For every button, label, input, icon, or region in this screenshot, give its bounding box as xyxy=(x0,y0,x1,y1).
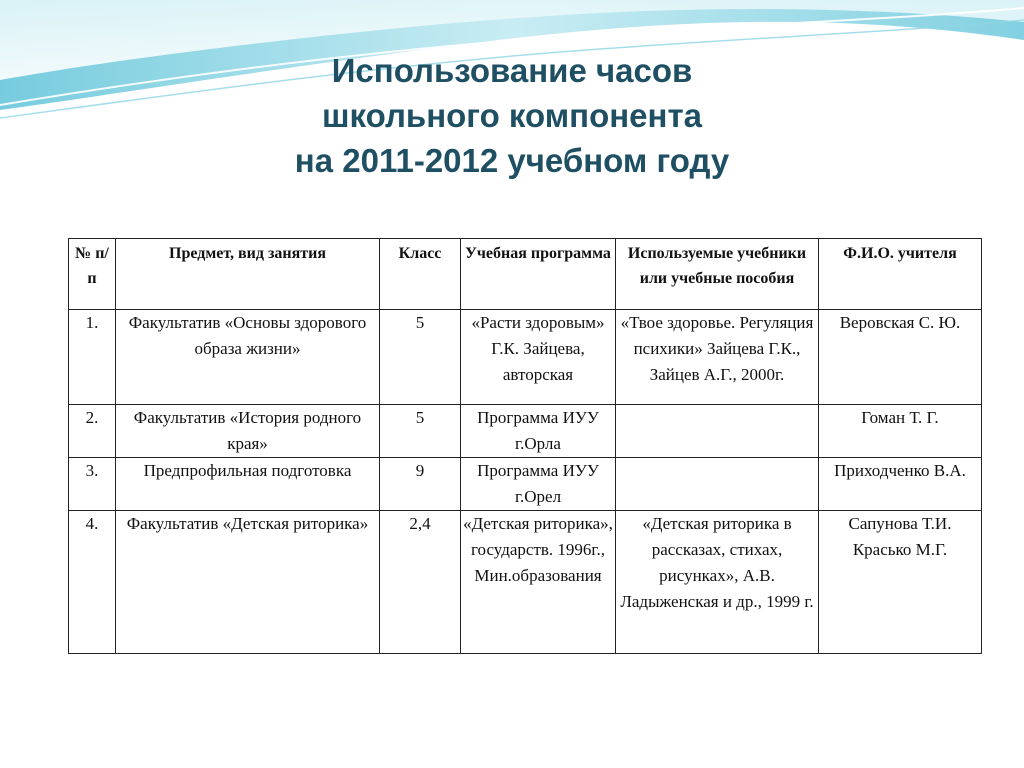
title-line-1: Использование часов xyxy=(331,52,693,89)
page-title xyxy=(0,48,1024,183)
row-num: 2. xyxy=(69,405,116,458)
header-num: № п/п xyxy=(69,239,116,310)
row-grade: 2,4 xyxy=(380,511,461,654)
table-row xyxy=(69,310,982,405)
row-program: «Расти здоровым» Г.К. Зайцева, авторская xyxy=(461,310,616,405)
row-program: Программа ИУУ г.Орел xyxy=(461,458,616,511)
title-line-3: на 2011-2012 учебном году xyxy=(294,142,730,179)
row-subject: Факультатив «Детская риторика» xyxy=(116,511,380,654)
row-books: «Детская риторика в рассказах, стихах, рисунках», А.В. Ладыженская и др., 1999 г. xyxy=(616,511,819,654)
row-books xyxy=(616,458,819,511)
row-grade: 9 xyxy=(380,458,461,511)
row-teacher: Приходченко В.А. xyxy=(819,458,982,511)
row-num: 1. xyxy=(69,310,116,405)
header-teacher: Ф.И.О. учителя xyxy=(819,239,982,310)
header-subject: Предмет, вид занятия xyxy=(116,239,380,310)
table-row xyxy=(69,511,982,654)
table-row xyxy=(69,405,982,458)
header-program: Учебная программа xyxy=(461,239,616,310)
school-component-table xyxy=(68,238,982,654)
row-subject: Факультатив «История родного края» xyxy=(116,405,380,458)
row-subject: Предпрофильная подготовка xyxy=(116,458,380,511)
row-teacher: Гоман Т. Г. xyxy=(819,405,982,458)
row-num: 4. xyxy=(69,511,116,654)
row-program: Программа ИУУ г.Орла xyxy=(461,405,616,458)
row-grade: 5 xyxy=(380,310,461,405)
title-line-2: школьного компонента xyxy=(322,97,702,134)
row-books: «Твое здоровье. Регуляция психики» Зайцева Г.К., Зайцев А.Г., 2000г. xyxy=(616,310,819,405)
row-subject: Факультатив «Основы здорового образа жизни» xyxy=(116,310,380,405)
row-program: «Детская риторика», государств. 1996г., Мин.образования xyxy=(461,511,616,654)
table-row xyxy=(69,458,982,511)
table-header-row xyxy=(69,239,982,310)
row-teacher: Веровская С. Ю. xyxy=(819,310,982,405)
row-teacher: Сапунова Т.И. Красько М.Г. xyxy=(819,511,982,654)
header-grade: Класс xyxy=(380,239,461,310)
row-grade: 5 xyxy=(380,405,461,458)
header-books: Используемые учебники или учебные пособия xyxy=(616,239,819,310)
row-books xyxy=(616,405,819,458)
row-num: 3. xyxy=(69,458,116,511)
